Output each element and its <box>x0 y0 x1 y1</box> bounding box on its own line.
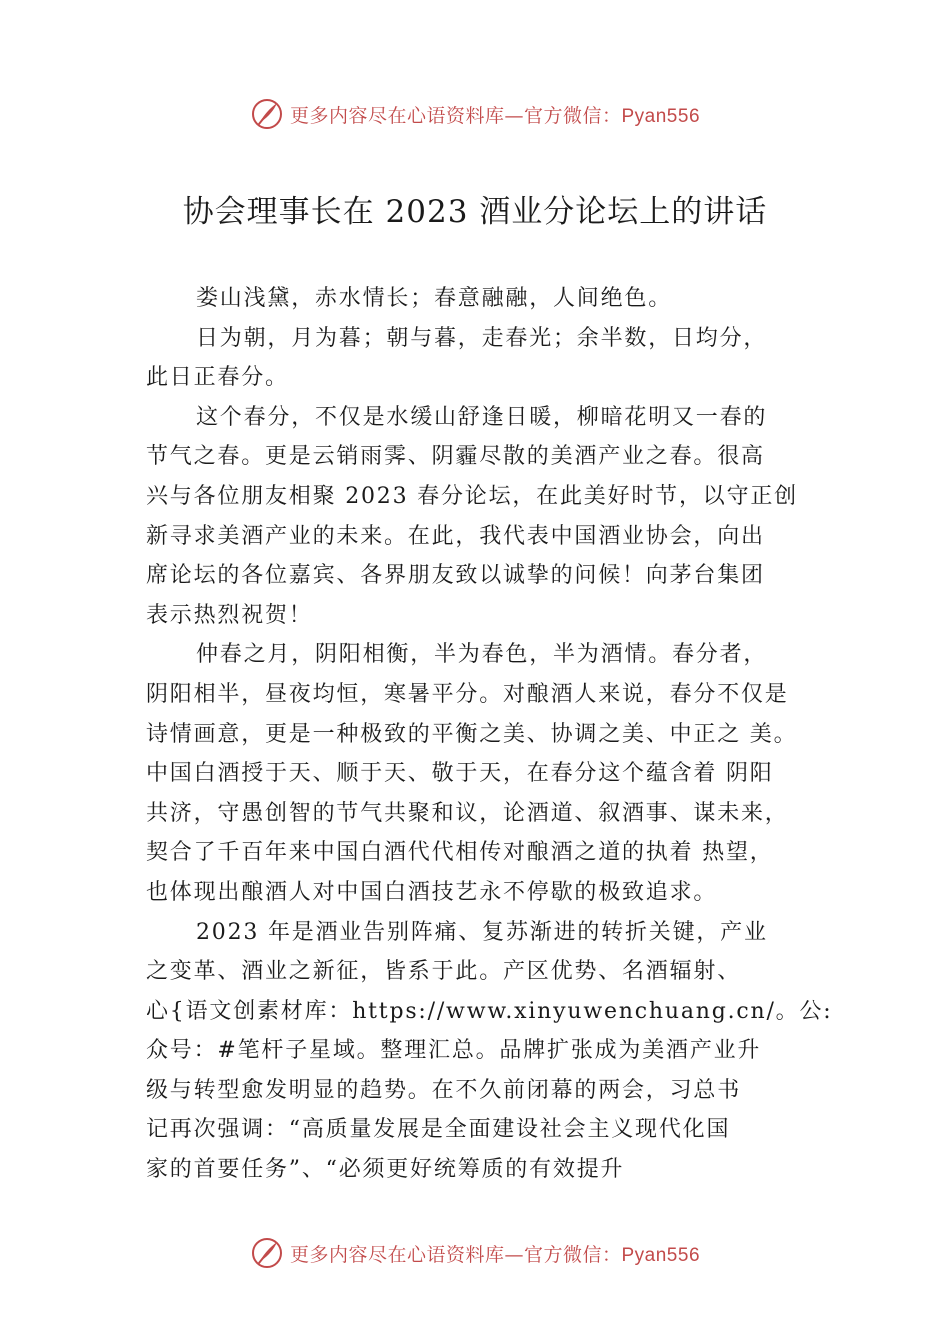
text-line: 众号：#笔杆子星域。整理汇总。品牌扩张成为美酒产业升 <box>146 1038 762 1064</box>
footer-watermark-banner <box>0 1233 950 1273</box>
text-line: 契合了千百年来中国白酒代代相传对酿酒之道的执着 热望， <box>146 840 774 866</box>
text-line: 家的首要任务”、“必须更好统筹质的有效提升 <box>146 1157 625 1183</box>
wechat-id: Pyan556 <box>621 105 701 127</box>
text-line: 诗情画意，更是一种极致的平衡之美、协调之美、中正之 美。 <box>146 721 798 747</box>
text-line: 共济，守愚创智的节气共聚和议，论酒道、叙酒事、谋未来， <box>146 800 789 826</box>
text-line: 级与转型愈发明显的趋势。在不久前闭幕的两会，习总书 <box>146 1077 742 1103</box>
header-watermark-banner <box>0 94 950 134</box>
text-line: 阴阳相半，昼夜均恒，寒暑平分。对酿酒人来说，春分不仅是 <box>146 681 789 707</box>
text-line: 节气之春。更是云销雨霁、阴霾尽散的美酒产业之春。很高 <box>146 444 765 470</box>
banner-label <box>290 1240 700 1267</box>
text-line: 也体现出酿酒人对中国白酒技艺永不停歇的极致追求。 <box>146 879 718 905</box>
text-line: 日为朝，月为暮；朝与暮，走春光；余半数，日均分， <box>196 325 768 351</box>
text-line: 仲春之月，阴阳相衡，半为春色，半为酒情。春分者， <box>196 642 768 668</box>
text-line: 此日正春分。 <box>146 365 289 391</box>
text-line: 心{语文创素材库：https://www.xinyuwenchuang.cn/。公: <box>146 998 833 1024</box>
text-line: 这个春分，不仅是水缓山舒逢日暖，柳暗花明又一春的 <box>196 404 768 430</box>
quill-logo-icon <box>250 97 284 131</box>
document-title: 协会理事长在 2023 酒业分论坛上的讲话 <box>182 194 768 230</box>
quill-logo-icon <box>250 1236 284 1270</box>
text-line: 兴与各位朋友相聚 2023 春分论坛，在此美好时节，以守正创 <box>146 483 798 509</box>
text-line: 记再次强调：“高质量发展是全面建设社会主义现代化国 <box>146 1117 731 1143</box>
text-line: 2023 年是酒业告别阵痛、复苏渐进的转折关键，产业 <box>196 919 768 945</box>
text-line: 之变革、酒业之新征，皆系于此。产区优势、名酒辐射、 <box>146 959 742 985</box>
banner-text: 更多内容尽在心语资料库—官方微信： <box>289 1243 622 1266</box>
wechat-id: Pyan556 <box>621 1244 701 1266</box>
banner-label <box>290 101 700 128</box>
text-line: 娄山浅黛，赤水情长；春意融融，人间绝色。 <box>196 286 673 311</box>
text-line: 席论坛的各位嘉宾、各界朋友致以诚挚的问候！向茅台集团 <box>146 563 765 589</box>
text-line: 表示热烈祝贺！ <box>146 602 313 628</box>
text-line: 新寻求美酒产业的未来。在此，我代表中国酒业协会，向出 <box>146 523 765 549</box>
text-line: 中国白酒授于天、顺于天、敬于天，在春分这个蕴含着 阴阳 <box>146 761 774 787</box>
document-body <box>146 279 846 1190</box>
banner-text: 更多内容尽在心语资料库—官方微信： <box>289 104 622 127</box>
